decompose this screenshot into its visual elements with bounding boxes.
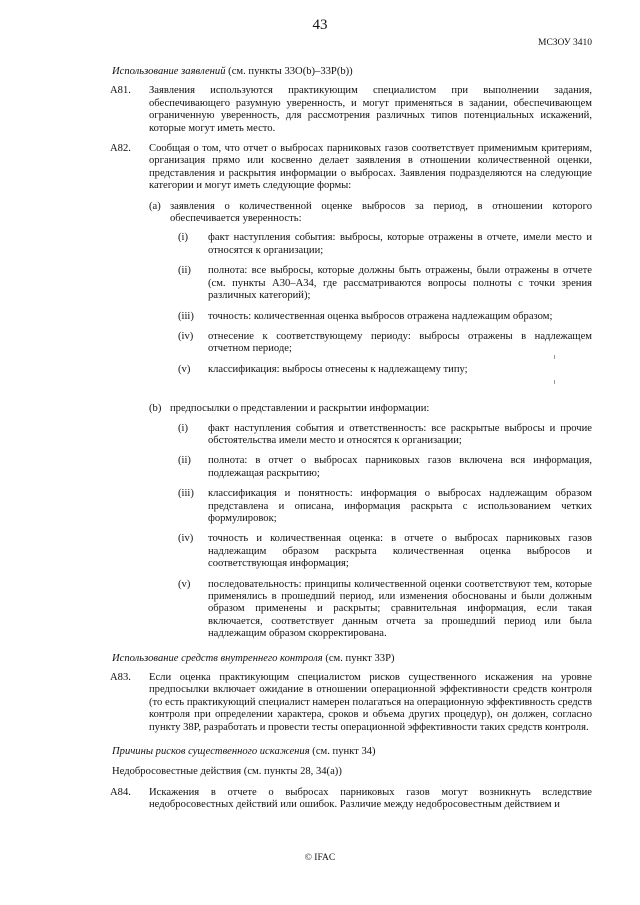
list-subitem-a-ii xyxy=(112,265,592,302)
section-heading-reference: (см. пункт 34) xyxy=(309,746,376,758)
list-subitem-text: факт наступления события и ответственность: все раскрытые выбросы и прочие обстоятельства имели место и относятся к организации; xyxy=(208,422,592,446)
list-subitem-label: (iii) xyxy=(178,310,194,322)
list-subitem-a-iii xyxy=(112,311,592,323)
list-subitem-text: точность: количественная оценка выбросов отражена надлежащим образом; xyxy=(208,310,553,322)
list-subitem-label: (iii) xyxy=(178,488,194,500)
paragraph-a84 xyxy=(112,787,592,812)
list-subitem-text: факт наступления события: выбросы, которые отражены в отчете, имели место и относятся к организации; xyxy=(208,232,592,256)
list-subitem-b-i xyxy=(112,423,592,448)
list-item-label: (a) xyxy=(149,200,161,212)
list-subitem-label: (ii) xyxy=(178,265,191,277)
list-subitem-a-iv xyxy=(112,331,592,356)
list-subitem-label: (iv) xyxy=(178,330,194,342)
paragraph-a81 xyxy=(112,85,592,135)
paragraph-text: Сообщая о том, что отчет о выбросах парниковых газов соответствует применимым критериям, организация прямо или косвенно делает заявления в отношении количественной оценки, представления и раскрытия информации о выбросах. Заявления подразделяются на следующие категории и могут иметь следующие формы: xyxy=(149,143,592,192)
list-subitem-label: (ii) xyxy=(178,455,191,467)
list-item-a xyxy=(112,201,592,226)
document-code: МСЗОУ 3410 xyxy=(538,38,592,48)
list-subitem-text: полнота: все выбросы, которые должны быть отражены, были отражены в отчете (см. пункты A30–A34, где рассматриваются вопросы полноты с точки зрения различных категорий); xyxy=(208,265,592,302)
paragraph-text: Искажения в отчете о выбросах парниковых газов могут возникнуть вследствие недобросовестных действий или ошибок. Различие между недобросовестным действием и xyxy=(149,786,592,811)
section-heading-reference: (см. пункты 33O(b)–33P(b)) xyxy=(225,66,353,77)
paragraph-number: A82. xyxy=(110,143,131,155)
list-subitem-label: (v) xyxy=(178,363,191,375)
list-item-b xyxy=(112,403,592,415)
section-heading-italic: Использование заявлений xyxy=(112,66,226,77)
section-heading-internal-control xyxy=(112,653,592,665)
list-subitem-b-ii xyxy=(112,455,592,480)
list-item-text: предпосылки о представлении и раскрытии информации: xyxy=(170,403,430,415)
paragraph-a83 xyxy=(112,672,592,734)
paragraph-number: A84. xyxy=(110,786,131,798)
page-content xyxy=(112,66,592,812)
list-subitem-a-v xyxy=(112,364,592,376)
paragraph-a82 xyxy=(112,143,592,193)
section-heading-italic: Использование средств внутреннего контроля xyxy=(112,652,323,664)
list-subitem-text: точность и количественная оценка: в отчете о выбросах парниковых газов надлежащим образом раскрыта количественная оценка выбросов и соответствующая информация; xyxy=(208,533,592,570)
list-subitem-label: (i) xyxy=(178,422,188,434)
page-number: 43 xyxy=(312,17,328,33)
list-subitem-a-i xyxy=(112,232,592,257)
section-heading-statements xyxy=(112,66,592,78)
section-heading-reference: (см. пункт 33P) xyxy=(322,652,395,664)
paragraph-text: Заявления используются практикующим специалистом при выполнении задания, обеспечивающего разумную уверенность, и могут применяться в задании, обеспечивающем ограниченную уверенность, для рассмотрения различных типов потенциальных искажений, которые могут иметь место. xyxy=(149,85,592,134)
list-subitem-label: (iv) xyxy=(178,533,194,545)
margin-change-mark xyxy=(554,380,555,384)
section-heading-italic: Причины рисков существенного искажения xyxy=(112,746,310,758)
subsection-heading-fraud: Недобросовестные действия (см. пункты 28, 34(a)) xyxy=(112,766,342,778)
list-subitem-label: (i) xyxy=(178,232,188,244)
paragraph-text: Если оценка практикующим специалистом рисков существенного искажения на уровне предпосылки включает ожидание в отношении операционной эффективности средств контроля (то есть практикующий специалист намерен полагаться на операционную эффективность средств контроля при определении характера, сроков и объема других процедур), он должен, согласно пункту 38P, разработать и провести тесты операционной эффективности таких средств контроля. xyxy=(149,672,592,733)
margin-change-mark xyxy=(554,355,555,359)
list-subitem-b-iv xyxy=(112,533,592,570)
list-subitem-b-v xyxy=(112,579,592,641)
list-subitem-text: последовательность: принципы количественной оценки соответствуют тем, которые применялись в прошедший период, или изменения обоснованы и были должным образом применены и раскрыты; сравнительная информация, если такая включается, соответствует данным отчета за прошедший период или была надлежащим образом скорректирована. xyxy=(208,578,592,640)
list-subitem-text: отнесение к соответствующему периоду: выбросы отражены в надлежащем отчетном периоде; xyxy=(208,330,592,355)
section-heading-risk-causes xyxy=(112,746,592,758)
paragraph-number: A83. xyxy=(110,672,131,684)
list-item-label: (b) xyxy=(149,403,162,415)
page-footer: © IFAC xyxy=(304,853,336,863)
list-subitem-b-iii xyxy=(112,488,592,525)
list-item-text: заявления о количественной оценке выбросов за период, в отношении которого обеспечивается уверенность: xyxy=(170,200,592,225)
paragraph-number: A81. xyxy=(110,85,131,97)
list-subitem-label: (v) xyxy=(178,578,191,590)
list-subitem-text: полнота: в отчет о выбросах парниковых газов включена вся информация, подлежащая раскрытию; xyxy=(208,455,592,479)
list-subitem-text: классификация и понятность: информация о выбросах надлежащим образом представлена и описана, информация раскрыта с использованием четких формулировок; xyxy=(208,488,592,524)
list-subitem-text: классификация: выбросы отнесены к надлежащему типу; xyxy=(208,363,468,375)
